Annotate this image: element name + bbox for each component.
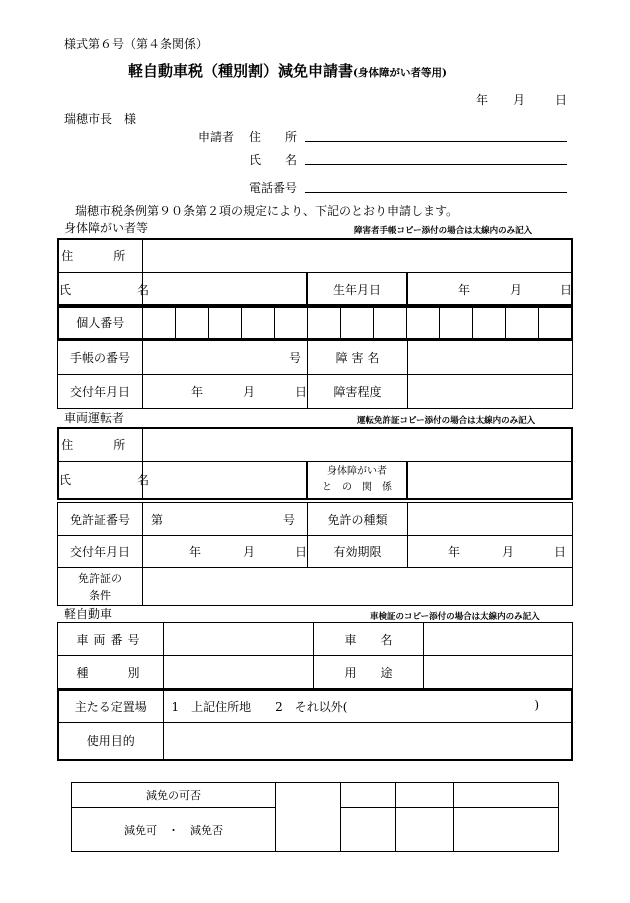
addressee: 瑞穂市長 様 (64, 112, 137, 126)
approval-stamp-5[interactable] (341, 808, 396, 852)
form-number: 様式第６号（第４条関係） (64, 37, 209, 51)
note-disabled: 障害者手帳コピー添付の場合は太線内のみ記入 (354, 226, 533, 236)
place-close: ) (534, 697, 539, 712)
condition-label-1: 免許証の (78, 571, 122, 585)
issue-date-field[interactable] (143, 375, 308, 409)
date-year: 年 (476, 93, 489, 107)
relation-label-2: と の 関 係 (322, 481, 392, 493)
kind-field[interactable] (164, 656, 314, 689)
note-driver: 運転免許証コピー添付の場合は太線内のみ記入 (357, 416, 536, 426)
note-vehicle: 車検証のコピー添付の場合は太線内のみ記入 (370, 612, 540, 622)
approval-stamp-6[interactable] (396, 808, 454, 852)
valid-label: 有効期限 (308, 536, 408, 568)
car-name-field[interactable] (424, 623, 573, 656)
applicant-name-label: 氏 名 (249, 153, 298, 167)
plate-label: 車両番号 (58, 623, 164, 656)
personal-number-label: 個人番号 (58, 305, 142, 339)
kind-label: 種 別 (58, 656, 164, 689)
disabled-thick-table (57, 238, 573, 308)
driver-issue-day: 日 (295, 545, 308, 559)
issue-month: 月 (243, 385, 256, 399)
use-label: 用 途 (314, 656, 424, 689)
license-type-label: 免許の種類 (308, 503, 408, 536)
valid-year: 年 (448, 545, 461, 559)
approval-stamp-4[interactable] (454, 783, 559, 808)
pn-digit[interactable] (208, 305, 241, 339)
driver-name-field[interactable] (142, 461, 307, 499)
disabled-thin-table (57, 340, 573, 409)
handbook-no-field[interactable] (143, 341, 308, 375)
pn-digit[interactable] (373, 305, 406, 339)
personal-number-table (57, 304, 573, 340)
handbook-no-label: 手帳の番号 (58, 341, 143, 375)
pn-digit[interactable] (307, 305, 340, 339)
pn-digit[interactable] (241, 305, 274, 339)
pn-digit[interactable] (274, 305, 307, 339)
disabled-address-label: 住 所 (58, 239, 142, 272)
driver-issue-date-field[interactable] (143, 536, 308, 568)
valid-field[interactable] (408, 536, 573, 568)
disabled-name-label: 氏 名 (58, 272, 142, 307)
approval-stamp-3[interactable] (396, 783, 454, 808)
approval-value[interactable]: 減免可 ・ 減免否 (72, 808, 276, 852)
driver-thin-table (57, 502, 573, 606)
pn-digit[interactable] (506, 305, 539, 339)
section-disabled: 身体障がい者等 (64, 221, 149, 235)
license-dai: 第 (151, 512, 164, 527)
valid-month: 月 (502, 545, 515, 559)
pn-digit[interactable] (407, 305, 440, 339)
applicant-address-line[interactable] (305, 141, 567, 142)
approval-stamp-1[interactable] (276, 783, 341, 852)
relation-field[interactable] (407, 461, 572, 499)
applicant-address-label: 住 所 (249, 130, 298, 144)
license-type-field[interactable] (408, 503, 573, 536)
driver-address-field[interactable] (142, 428, 572, 461)
date-day: 日 (555, 93, 568, 107)
disabled-birth-field[interactable] (407, 272, 572, 307)
title-main: 軽自動車税（種別割）減免申請書 (128, 62, 354, 80)
car-name-label: 車 名 (314, 623, 424, 656)
approval-stamp-2[interactable] (341, 783, 396, 808)
license-no-field[interactable] (143, 503, 308, 536)
degree-label: 障害程度 (308, 375, 408, 409)
disability-name-field[interactable] (408, 341, 573, 375)
driver-address-label: 住 所 (58, 428, 142, 461)
disabled-address-field[interactable] (142, 239, 572, 272)
birth-year: 年 (458, 282, 471, 297)
purpose-field[interactable] (163, 722, 572, 760)
use-field[interactable] (424, 656, 573, 689)
license-no-label: 免許証番号 (58, 503, 143, 536)
disabled-birth-label: 生年月日 (307, 272, 407, 307)
approval-label: 減免の可否 (72, 783, 276, 808)
vehicle-thick-table (57, 689, 573, 761)
license-condition-field[interactable] (143, 568, 573, 606)
page-title (128, 60, 447, 81)
approval-table (71, 782, 559, 852)
driver-issue-date-label: 交付年月日 (58, 536, 143, 568)
relation-label-1: 身体障がい者 (327, 465, 387, 477)
pn-digit[interactable] (142, 305, 175, 339)
driver-thick-table (57, 427, 573, 500)
license-condition-label (58, 568, 143, 606)
issue-year: 年 (191, 385, 204, 399)
purpose-label: 使用目的 (58, 722, 163, 760)
title-suffix: (身体障がい者等用) (353, 67, 447, 79)
issue-date-label: 交付年月日 (58, 375, 143, 409)
place-options: 1 上記住所地 2 それ以外( (171, 699, 348, 714)
degree-field[interactable] (408, 375, 573, 409)
applicant-phone-label: 電話番号 (249, 181, 298, 195)
driver-issue-month: 月 (243, 545, 256, 559)
condition-label-2: 条件 (89, 588, 111, 602)
driver-issue-year: 年 (189, 545, 202, 559)
pn-digit[interactable] (440, 305, 473, 339)
applicant-name-line[interactable] (305, 164, 567, 165)
disabled-name-field[interactable] (142, 272, 307, 307)
relation-label (307, 461, 407, 499)
section-driver: 車両運転者 (64, 411, 125, 425)
applicant-label: 申請者 (198, 130, 235, 144)
vehicle-thin-table (57, 622, 573, 689)
place-field[interactable] (163, 690, 572, 722)
place-label: 主たる定置場 (58, 690, 163, 722)
birth-month: 月 (510, 282, 523, 297)
pn-digit[interactable] (473, 305, 506, 339)
plate-field[interactable] (164, 623, 314, 656)
section-vehicle: 軽自動車 (64, 607, 113, 621)
intro-text: 瑞穂市税条例第９０条第２項の規定により、下記のとおり申請します。 (75, 204, 459, 218)
license-go: 号 (282, 512, 295, 527)
date-month: 月 (513, 93, 526, 107)
handbook-go: 号 (288, 351, 301, 365)
disability-name-label: 障 害 名 (308, 341, 408, 375)
issue-day: 日 (295, 385, 308, 399)
birth-day: 日 (560, 282, 573, 297)
pn-digit[interactable] (340, 305, 373, 339)
pn-digit[interactable] (175, 305, 208, 339)
approval-stamp-7[interactable] (454, 808, 559, 852)
valid-day: 日 (554, 545, 567, 559)
driver-name-label: 氏 名 (58, 461, 142, 499)
applicant-phone-line[interactable] (305, 192, 567, 193)
